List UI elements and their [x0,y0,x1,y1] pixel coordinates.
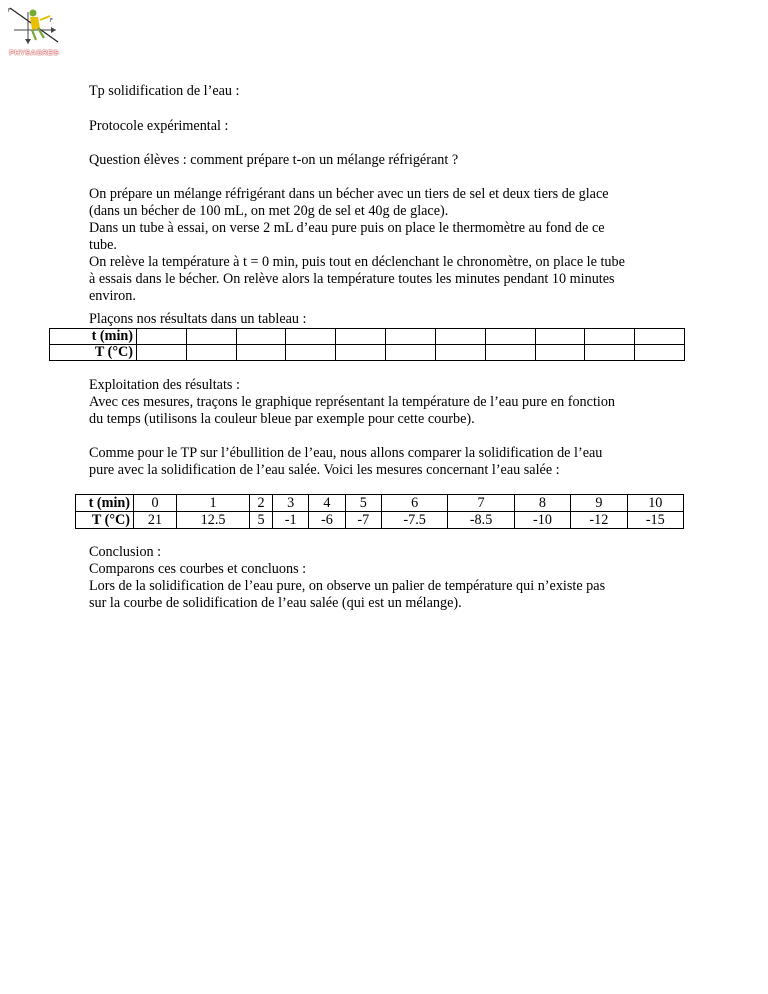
empty-cell[interactable] [137,329,187,345]
time-cell: 2 [250,495,273,512]
temperature-cell: -1 [273,512,309,529]
salt-water-table [75,494,684,529]
empty-cell[interactable] [336,345,386,361]
empty-cell[interactable] [485,345,535,361]
conclusion-line: Conclusion : [89,544,162,560]
temperature-cell: -10 [514,512,570,529]
empty-cell[interactable] [236,329,286,345]
procedure-line: tube. [89,237,117,253]
empty-cell[interactable] [286,345,336,361]
temperature-cell: -6 [309,512,345,529]
procedure-line: On prépare un mélange réfrigérant dans un bécher avec un tiers de sel et deux tiers de glace [89,186,609,202]
student-question: Question élèves : comment prépare t-on un mélange réfrigérant ? [89,152,459,168]
temperature-cell: 5 [250,512,273,529]
empty-cell[interactable] [386,345,436,361]
table-row [76,512,684,529]
empty-cell[interactable] [186,329,236,345]
conclusion-line: Comparons ces courbes et concluons : [89,561,307,577]
procedure-line: à essais dans le bécher. On relève alors la température toutes les minutes pendant 10 minutes [89,271,615,287]
exploitation-line: Avec ces mesures, traçons le graphique représentant la température de l’eau pure en fonction [89,394,616,410]
temperature-cell: 12.5 [176,512,249,529]
table-row [76,495,684,512]
empty-cell[interactable] [585,329,635,345]
row-label: t (min) [50,329,137,345]
empty-cell[interactable] [635,345,685,361]
procedure-line: Dans un tube à essai, on verse 2 mL d’eau pure puis on place le thermomètre au fond de ce [89,220,605,236]
time-cell: 9 [571,495,627,512]
empty-cell[interactable] [336,329,386,345]
temperature-cell: -7 [345,512,381,529]
time-cell: 10 [627,495,683,512]
procedure-paragraph [89,186,689,305]
conclusion-line: Lors de la solidification de l’eau pure, on observe un palier de température qui n’existe pas [89,578,606,594]
procedure-line: (dans un bécher de 100 mL, on met 20g de sel et 40g de glace). [89,203,449,219]
row-label: T (°C) [50,345,137,361]
time-cell: 7 [448,495,514,512]
temperature-cell: -8.5 [448,512,514,529]
table-row [50,345,685,361]
exploitation-line: Exploitation des résultats : [89,377,240,393]
page-title: Tp solidification de l’eau : [89,83,240,99]
empty-cell[interactable] [286,329,336,345]
empty-cell[interactable] [635,329,685,345]
physagreg-logo [6,4,62,57]
procedure-line: environ. [89,288,136,304]
svg-text:F: F [50,18,53,24]
comparison-line: Comme pour le TP sur l’ébullition de l’eau, nous allons comparer la solidification de l’eau [89,445,603,461]
empty-cell[interactable] [535,329,585,345]
exploitation-paragraph [89,377,689,428]
temperature-cell: -7.5 [381,512,447,529]
conclusion-line: sur la courbe de solidification de l’eau salée (qui est un mélange). [89,595,462,611]
results-intro: Plaçons nos résultats dans un tableau : [89,311,307,327]
procedure-line: On relève la température à t = 0 min, puis tout en déclenchant le chronomètre, on place le tube [89,254,625,270]
time-cell: 5 [345,495,381,512]
empty-cell[interactable] [535,345,585,361]
empty-results-table [49,328,685,361]
empty-cell[interactable] [585,345,635,361]
table-row [50,329,685,345]
empty-cell[interactable] [435,329,485,345]
time-cell: 3 [273,495,309,512]
svg-text:F: F [8,8,11,14]
temperature-cell: -12 [571,512,627,529]
comparison-paragraph [89,445,689,479]
time-cell: 6 [381,495,447,512]
time-cell: 0 [134,495,177,512]
comparison-line: pure avec la solidification de l’eau salée. Voici les mesures concernant l’eau salée : [89,462,560,478]
row-label: t (min) [76,495,134,512]
time-cell: 4 [309,495,345,512]
logo-figure-icon [6,4,62,48]
empty-cell[interactable] [236,345,286,361]
conclusion-paragraph [89,544,689,612]
temperature-cell: 21 [134,512,177,529]
time-cell: 1 [176,495,249,512]
exploitation-line: du temps (utilisons la couleur bleue par exemple pour cette courbe). [89,411,475,427]
logo-text: PHYSAGREG [9,48,59,57]
temperature-cell: -15 [627,512,683,529]
empty-cell[interactable] [186,345,236,361]
time-cell: 8 [514,495,570,512]
empty-cell[interactable] [386,329,436,345]
empty-cell[interactable] [137,345,187,361]
protocol-heading: Protocole expérimental : [89,118,229,134]
empty-cell[interactable] [435,345,485,361]
row-label: T (°C) [76,512,134,529]
empty-cell[interactable] [485,329,535,345]
